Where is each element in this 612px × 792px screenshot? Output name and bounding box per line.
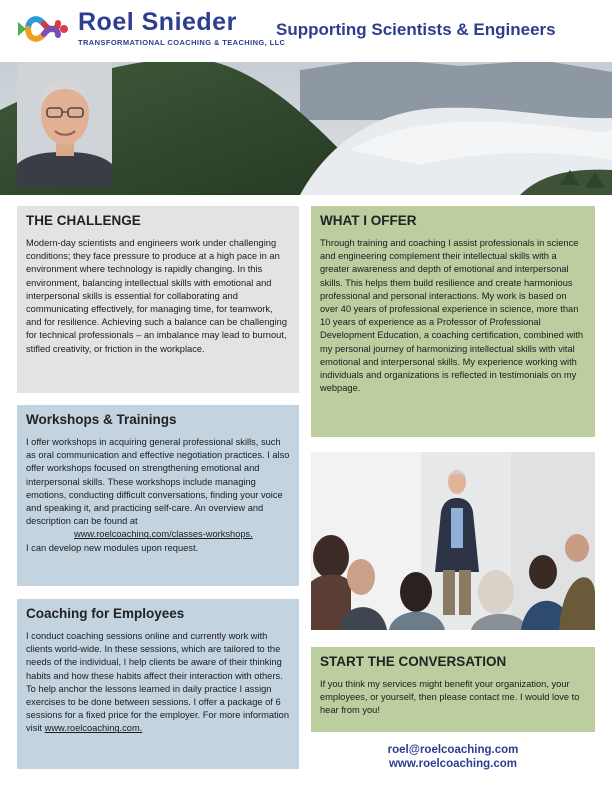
workshops-body: I offer workshops in acquiring general professional skills, such as oral communication and effective negotiation practices. I also offer workshops focused on strengthening emotional and interpersonal skills. These workshops include managing emotions, conducting difficult conversations, finding your voice and speaking it, and practicing self-care. An overview and description can be found at [26,437,290,527]
coaching-body: I conduct coaching sessions online and currently work with clients world-wide. In these sessions, which are tailored to the needs of the individual, I help clients be aware of their thinking habits and how these habits affect their interaction with others. To help anchor the lessons learned in daily practice I assign exercises to be done between sessions. I offer a package of 6 sessions for a fixed price for the employer. For more information visit [26,631,290,734]
challenge-section [17,206,299,393]
brand-tagline: TRANSFORMATIONAL COACHING & TEACHING, LLC [78,38,286,47]
workshops-text [26,436,290,555]
brand-name: Roel Snieder [78,8,237,36]
offer-section [311,206,595,437]
coaching-section [17,599,299,769]
contact-info [311,743,595,771]
page-title: Supporting Scientists & Engineers [276,20,556,39]
header-bar [0,0,612,62]
portrait-photo [17,62,112,187]
contact-website[interactable]: www.roelcoaching.com [388,758,518,770]
workshops-link[interactable]: www.roelcoaching.com/classes-workshops. [74,529,253,540]
offer-body: Through training and coaching I assist professionals in science and engineering complement their intellectual skills with a greater awareness and depth of emotional and interpersonal skills. This helps them build resilience and create harmonious professional and personal interactions. My work is based on over 40 years of professional experience in science, more than 10 years of experience as a Professor of Professional Development Education, a coaching certification, combined with my personal journey of harmonizing intellectual skills with vital emotional and interpersonal skills. My experience working with individuals and organizations is reflected in testimonials on my webpage. [320,238,584,394]
coaching-title: Coaching for Employees [26,606,185,621]
challenge-title: THE CHALLENGE [26,213,141,228]
workshops-after: I can develop new modules upon request. [26,542,199,553]
conversation-title: START THE CONVERSATION [320,654,507,669]
coaching-link[interactable]: www.roelcoaching.com. [44,723,143,734]
challenge-body: Modern-day scientists and engineers work under challenging conditions; they face pressure to produce at a high pace in an environment where technology is rapidly changing. In this environment, balancing intellectual skills with emotional and interpersonal skills is essential for collaborating and communicating effectively, for managing time, for teamwork, and for resilience. Achieving such a balance can be challenging for technical professionals – an imbalance may lead to burnout, stifled creativity, or friction in the workplace. [26,238,288,354]
workshop-photo [311,452,595,630]
logo-icon [14,8,72,50]
header-banner [0,0,612,195]
conversation-body: If you think my services might benefit your organization, your employees, or yourself, then please contact me. I would love to hear from you! [320,679,580,716]
coaching-text [26,630,290,736]
contact-email[interactable]: roel@roelcoaching.com [387,744,519,756]
conversation-section [311,647,595,732]
offer-title: WHAT I OFFER [320,213,417,228]
workshops-section [17,405,299,586]
workshops-title: Workshops & Trainings [26,412,177,427]
